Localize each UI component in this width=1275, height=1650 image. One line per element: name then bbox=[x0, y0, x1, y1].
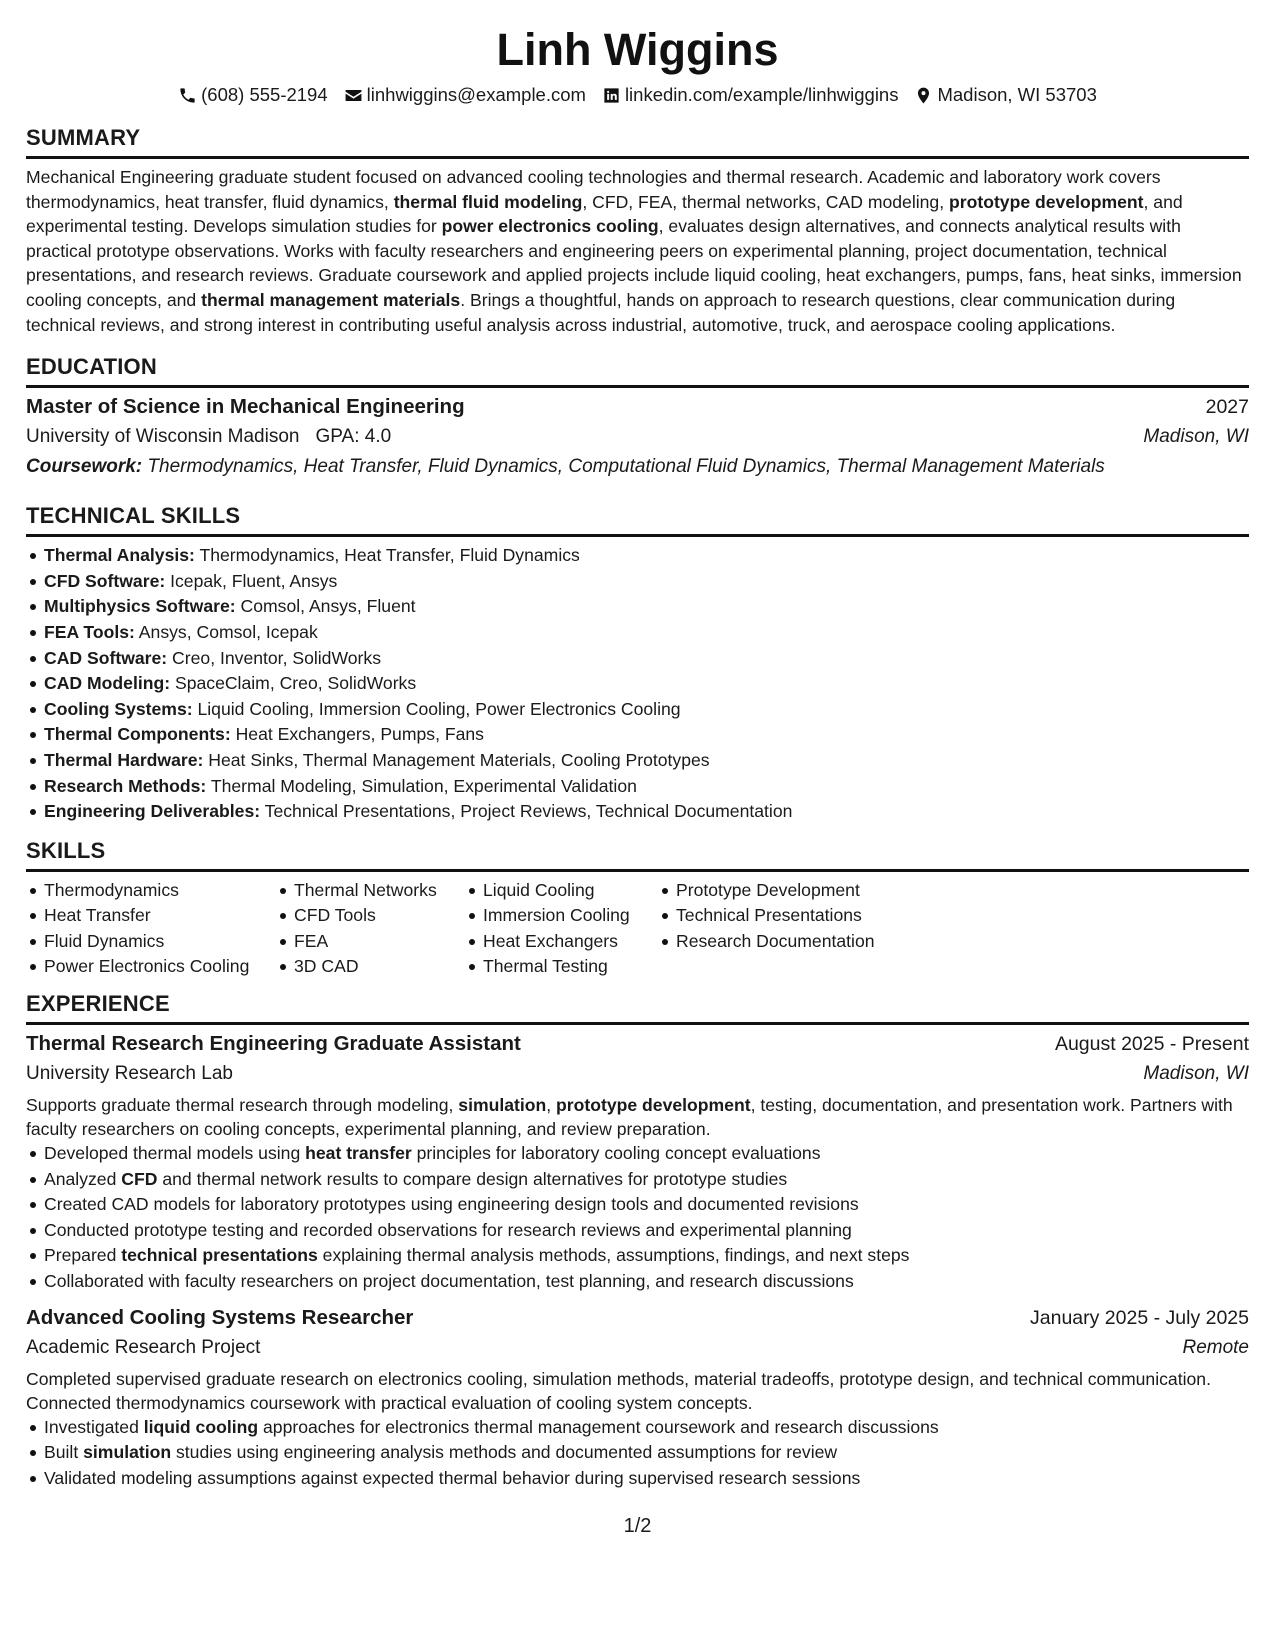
job-bullet bbox=[26, 1141, 1249, 1167]
job-description bbox=[26, 1367, 1249, 1415]
gpa: GPA: 4.0 bbox=[315, 426, 392, 448]
job-title: Thermal Research Engineering Graduate Assistant bbox=[26, 1032, 521, 1056]
summary-text: , evaluates design alternatives, and connects analytical results with practical prototype observations. Works with faculty researchers and engineering peers on experimental planning, project documentation, technical presentations, and research reviews. Graduate coursework and applied projects include liquid cooling, heat exchangers, pumps, fans, heat sinks, immersion cooling concepts, and bbox=[26, 216, 1242, 310]
skill-category: Research Methods: bbox=[44, 775, 207, 796]
contact-location bbox=[914, 84, 1096, 106]
skill-category: Thermal Hardware: bbox=[44, 749, 204, 770]
skill-item: CFD Tools bbox=[276, 903, 465, 929]
phone-icon bbox=[178, 86, 197, 105]
skill-values: Heat Exchangers, Pumps, Fans bbox=[230, 724, 484, 745]
skill-category: FEA Tools: bbox=[44, 621, 135, 642]
bullet-text: Built bbox=[44, 1442, 84, 1463]
skills-column bbox=[26, 878, 276, 980]
skill-category: CFD Software: bbox=[44, 570, 166, 591]
skill-values: Icepak, Fluent, Ansys bbox=[165, 570, 338, 591]
skill-values: Thermodynamics, Heat Transfer, Fluid Dynamics bbox=[194, 545, 580, 566]
summary-highlight: thermal fluid modeling bbox=[393, 191, 583, 212]
contact-linkedin[interactable] bbox=[602, 84, 899, 106]
skill-values: Technical Presentations, Project Reviews, Technical Documentation bbox=[260, 801, 793, 822]
bullet-text: Conducted prototype testing and recorded observations for research reviews and experimental planning bbox=[44, 1219, 852, 1240]
skill-category: Cooling Systems: bbox=[44, 698, 193, 719]
skill-item: Technical Presentations bbox=[658, 903, 918, 929]
job-organization: University Research Lab bbox=[26, 1063, 233, 1085]
section-title-education: EDUCATION bbox=[26, 353, 1249, 388]
job-entry bbox=[26, 1029, 1249, 1295]
bullet-highlight: simulation bbox=[83, 1442, 172, 1463]
skill-values: Creo, Inventor, SolidWorks bbox=[167, 647, 381, 668]
bullet-text: and thermal network results to compare design alternatives for prototype studies bbox=[157, 1168, 788, 1189]
bullet-text: principles for laboratory cooling concept evaluations bbox=[411, 1143, 821, 1164]
bullet-text: studies using engineering analysis methods and documented assumptions for review bbox=[171, 1442, 838, 1463]
bullet-highlight: heat transfer bbox=[305, 1143, 412, 1164]
technical-skill-item bbox=[26, 697, 1249, 723]
job-bullet bbox=[26, 1440, 1249, 1466]
page-number: 1/2 bbox=[623, 1515, 652, 1537]
skill-values: Comsol, Ansys, Fluent bbox=[235, 596, 416, 617]
linkedin-icon bbox=[602, 86, 621, 105]
summary-text: , CFD, FEA, thermal networks, CAD modeling, bbox=[582, 191, 949, 212]
job-description-highlight: prototype development bbox=[556, 1095, 751, 1116]
school-text: University of Wisconsin Madison bbox=[26, 426, 300, 448]
summary-highlight: prototype development bbox=[949, 191, 1144, 212]
job-description-text: , testing, documentation, and presentation work. Partners with faculty researchers on cooling concepts, experimental planning, and review preparation. bbox=[26, 1095, 1233, 1140]
technical-skill-item bbox=[26, 774, 1249, 800]
job-title: Advanced Cooling Systems Researcher bbox=[26, 1305, 414, 1329]
technical-skill-item bbox=[26, 722, 1249, 748]
job-bullet bbox=[26, 1415, 1249, 1441]
school-name bbox=[26, 422, 391, 452]
section-title-summary: SUMMARY bbox=[26, 124, 1249, 159]
job-description bbox=[26, 1093, 1249, 1141]
job-dates: January 2025 - July 2025 bbox=[1030, 1306, 1249, 1329]
contact-bar bbox=[26, 80, 1249, 110]
contact-phone bbox=[178, 84, 328, 106]
bullet-text: Investigated bbox=[44, 1416, 144, 1437]
skill-category: Engineering Deliverables: bbox=[44, 801, 261, 822]
skill-item: Heat Transfer bbox=[26, 903, 276, 929]
coursework-label: Coursework: bbox=[26, 456, 143, 478]
job-bullets bbox=[26, 1141, 1249, 1295]
job-bullet bbox=[26, 1192, 1249, 1218]
linkedin-link[interactable]: linkedin.com/example/linhwiggins bbox=[624, 84, 899, 105]
technical-skill-item bbox=[26, 799, 1249, 825]
job-dates: August 2025 - Present bbox=[1054, 1033, 1249, 1056]
summary-text: , and experimental testing. Develops simulation studies for bbox=[26, 191, 1183, 237]
summary-highlight: power electronics cooling bbox=[441, 216, 659, 237]
skill-item: Research Documentation bbox=[658, 929, 918, 955]
bullet-text: Prepared bbox=[44, 1245, 122, 1266]
technical-skill-item bbox=[26, 620, 1249, 646]
graduation-year: 2027 bbox=[1205, 396, 1249, 419]
job-bullet bbox=[26, 1218, 1249, 1244]
bullet-text: Developed thermal models using bbox=[44, 1143, 306, 1164]
skill-category: CAD Modeling: bbox=[44, 673, 171, 694]
skill-category: CAD Software: bbox=[44, 647, 168, 668]
skill-item: Thermal Networks bbox=[276, 878, 465, 904]
bullet-text: Analyzed bbox=[44, 1168, 122, 1189]
summary-text: . Brings a thoughtful, hands on approach to research questions, clear communication during technical reviews, and strong interest in contributing useful analysis across industrial, automotive, truck, and aerospace cooling applications. bbox=[26, 289, 1176, 335]
job-bullet bbox=[26, 1243, 1249, 1269]
school-location: Madison, WI bbox=[1143, 426, 1249, 448]
skill-item: Liquid Cooling bbox=[465, 878, 658, 904]
skills-column bbox=[465, 878, 658, 980]
skill-item: Immersion Cooling bbox=[465, 903, 658, 929]
skills-column bbox=[658, 878, 918, 980]
section-title-technical-skills: TECHNICAL SKILLS bbox=[26, 502, 1249, 537]
technical-skill-item bbox=[26, 646, 1249, 672]
technical-skill-item bbox=[26, 748, 1249, 774]
technical-skill-item bbox=[26, 569, 1249, 595]
resume-page bbox=[26, 0, 1249, 1650]
technical-skills-list bbox=[26, 543, 1249, 825]
skill-item: FEA bbox=[276, 929, 465, 955]
job-location: Madison, WI bbox=[1143, 1063, 1249, 1085]
job-location: Remote bbox=[1182, 1336, 1249, 1358]
technical-skill-item bbox=[26, 543, 1249, 569]
skill-values: Thermal Modeling, Simulation, Experimental Validation bbox=[206, 775, 637, 796]
job-description-text: Completed supervised graduate research on electronics cooling, simulation methods, material tradeoffs, prototype design, and technical communication. Connected thermodynamics coursework with practical evaluation of cooling system concepts. bbox=[26, 1368, 1211, 1413]
location-text: Madison, WI 53703 bbox=[937, 84, 1097, 105]
skill-item: Prototype Development bbox=[658, 878, 918, 904]
job-bullet bbox=[26, 1269, 1249, 1295]
bullet-highlight: CFD bbox=[121, 1168, 158, 1189]
coursework-list: Thermodynamics, Heat Transfer, Fluid Dynamics, Computational Fluid Dynamics, Thermal Management Materials bbox=[142, 456, 1105, 478]
skill-item: Fluid Dynamics bbox=[26, 929, 276, 955]
job-organization: Academic Research Project bbox=[26, 1336, 261, 1358]
technical-skill-item bbox=[26, 594, 1249, 620]
skill-item: Thermodynamics bbox=[26, 878, 276, 904]
section-title-skills: SKILLS bbox=[26, 837, 1249, 872]
education-entry bbox=[26, 392, 1249, 482]
summary-highlight: thermal management materials bbox=[201, 289, 461, 310]
bullet-highlight: liquid cooling bbox=[143, 1416, 259, 1437]
skills-column bbox=[276, 878, 465, 980]
skill-item: Heat Exchangers bbox=[465, 929, 658, 955]
phone-text: (608) 555-2194 bbox=[201, 84, 328, 105]
bullet-text: approaches for electronics thermal management coursework and research discussions bbox=[258, 1416, 939, 1437]
email-link[interactable]: linhwiggins@example.com bbox=[366, 84, 586, 105]
job-description-text: Supports graduate thermal research through modeling, bbox=[26, 1095, 459, 1116]
bullet-text: Validated modeling assumptions against expected thermal behavior during supervised research sessions bbox=[44, 1467, 861, 1488]
skill-values: Ansys, Comsol, Icepak bbox=[134, 621, 318, 642]
job-bullet bbox=[26, 1167, 1249, 1193]
bullet-text: explaining thermal analysis methods, assumptions, findings, and next steps bbox=[317, 1245, 910, 1266]
summary-text: Mechanical Engineering graduate student focused on advanced cooling technologies and thermal research. Academic and laboratory work covers thermodynamics, heat transfer, fluid dynamics, bbox=[26, 167, 1161, 212]
job-entry bbox=[26, 1303, 1249, 1492]
skill-item: Power Electronics Cooling bbox=[26, 954, 276, 980]
bullet-text: Collaborated with faculty researchers on project documentation, test planning, and research discussions bbox=[44, 1271, 854, 1292]
candidate-name: Linh Wiggins bbox=[496, 24, 779, 75]
envelope-icon bbox=[344, 86, 363, 105]
technical-skill-item bbox=[26, 671, 1249, 697]
skill-category: Thermal Components: bbox=[44, 724, 231, 745]
map-pin-icon bbox=[914, 86, 933, 105]
skills-grid bbox=[26, 878, 1249, 980]
degree-title: Master of Science in Mechanical Engineering bbox=[26, 395, 465, 419]
skill-category: Thermal Analysis: bbox=[44, 545, 195, 566]
skill-values: SpaceClaim, Creo, SolidWorks bbox=[170, 673, 417, 694]
skill-values: Heat Sinks, Thermal Management Materials, Cooling Prototypes bbox=[203, 749, 710, 770]
contact-email[interactable] bbox=[344, 84, 586, 106]
job-bullets bbox=[26, 1415, 1249, 1492]
bullet-highlight: technical presentations bbox=[121, 1245, 318, 1266]
skill-item: Thermal Testing bbox=[465, 954, 658, 980]
summary-paragraph bbox=[26, 165, 1249, 337]
job-description-highlight: simulation bbox=[458, 1095, 547, 1116]
skill-category: Multiphysics Software: bbox=[44, 596, 236, 617]
coursework bbox=[26, 452, 1249, 482]
skill-item: 3D CAD bbox=[276, 954, 465, 980]
bullet-text: Created CAD models for laboratory prototypes using engineering design tools and documented revisions bbox=[44, 1194, 859, 1215]
skill-values: Liquid Cooling, Immersion Cooling, Power Electronics Cooling bbox=[192, 698, 681, 719]
section-title-experience: EXPERIENCE bbox=[26, 990, 1249, 1025]
job-bullet bbox=[26, 1466, 1249, 1492]
job-description-text: , bbox=[546, 1095, 557, 1116]
